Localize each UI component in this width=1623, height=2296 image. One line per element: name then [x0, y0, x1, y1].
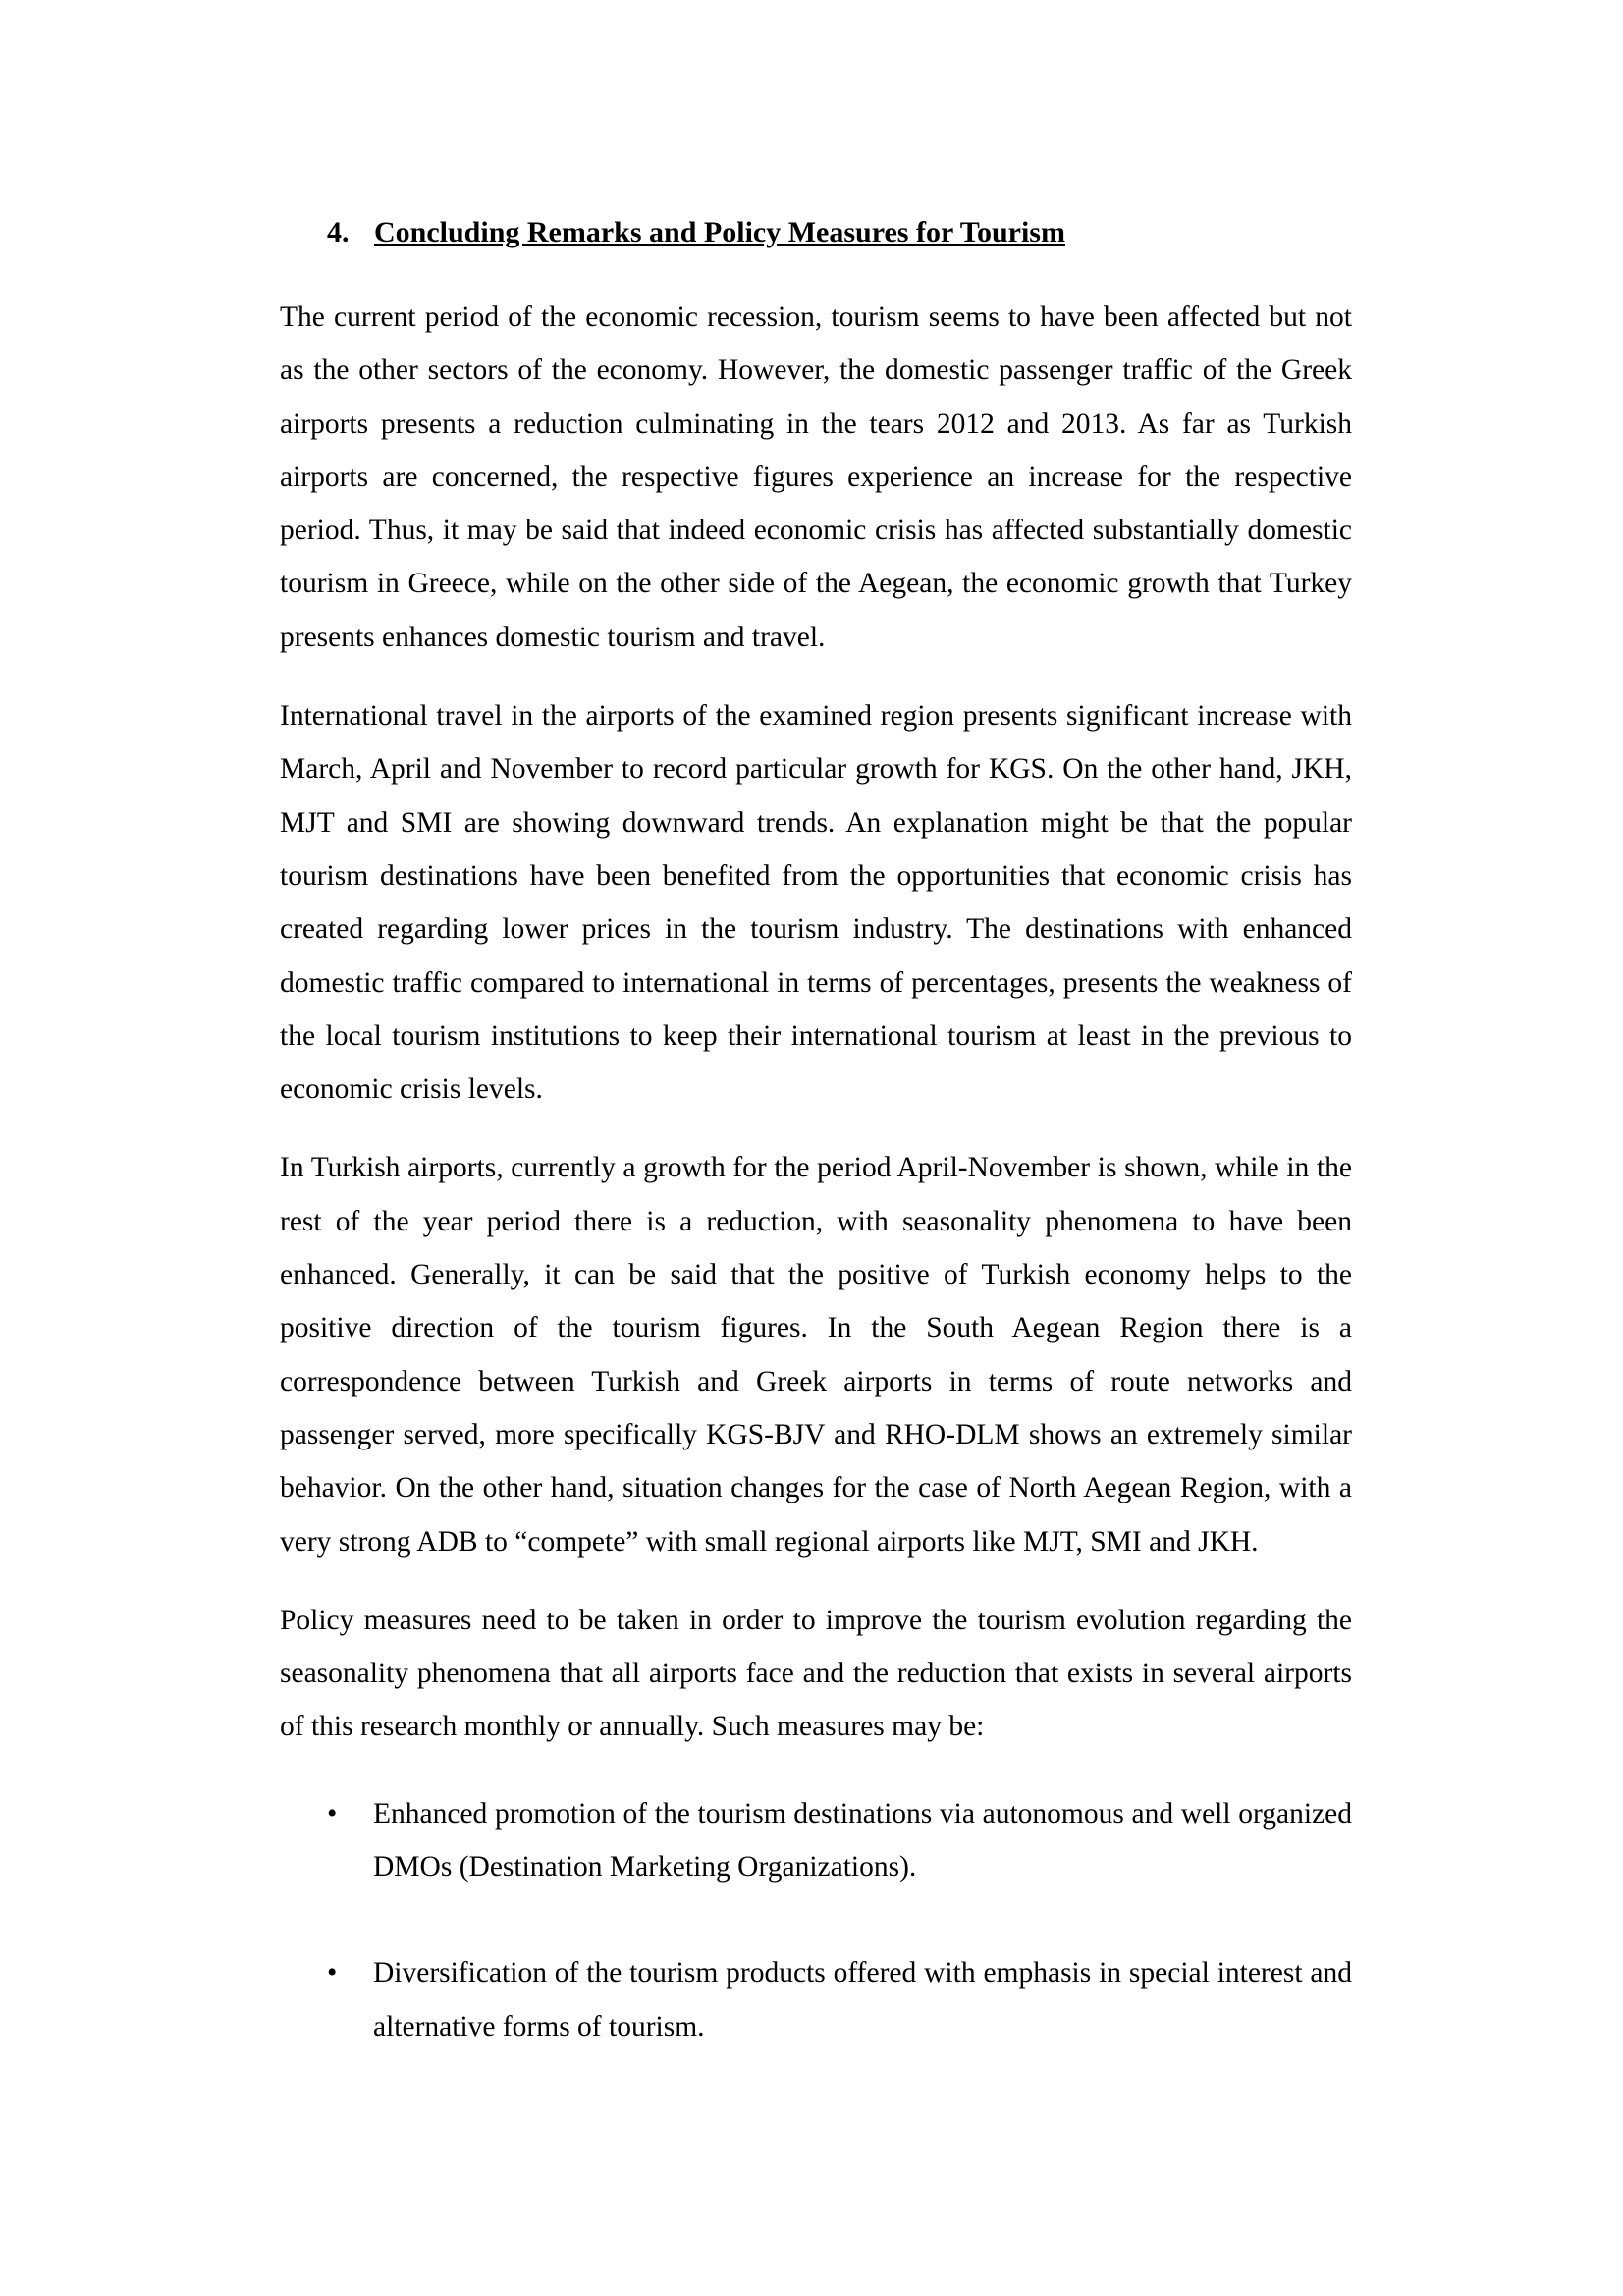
list-item — [280, 1787, 1352, 1894]
measure-text: Diversification of the tourism products offered with emphasis in special interest and alternative forms of tourism. — [373, 1957, 1352, 2043]
bullet-icon: • — [327, 1957, 338, 1990]
list-item — [280, 1946, 1352, 2053]
document-page — [280, 206, 1352, 2106]
section-number: 4. — [327, 216, 350, 248]
measure-text: Enhanced promotion of the tourism destinations via autonomous and well organized DMOs (Destination Marketing Organizations). — [373, 1797, 1352, 1884]
paragraph-international-travel: International travel in the airports of the examined region presents significant increase with March, April and November to record particular growth for KGS. On the other hand, JKH, MJT and SMI are showing downward trends. An explanation might be that the popular tourism destinations have been benefited from the opportunities that economic crisis has created regarding lower prices in the tourism industry. The destinations with enhanced domestic traffic compared to international in terms of percentages, presents the weakness of the local tourism institutions to keep their international tourism at least in the previous to economic crisis levels. — [280, 700, 1352, 1106]
bullet-icon: • — [327, 1797, 338, 1830]
paragraph-turkish-airports: In Turkish airports, currently a growth for the period April-November is shown, while in the rest of the year period there is a reduction, with seasonality phenomena to have been enhanced. Generally, it can be said that the positive of Turkish economy helps to the positive direction of the tourism figures. In the South Aegean Region there is a correspondence between Turkish and Greek airports in terms of route networks and passenger served, more specifically KGS-BJV and RHO-DLM shows an extremely similar behavior. On the other hand, situation changes for the case of North Aegean Region, with a very strong ADB to “compete” with small regional airports like MJT, SMI and JKH. — [280, 1152, 1352, 1558]
section-title: Concluding Remarks and Policy Measures for Tourism — [374, 216, 1065, 248]
paragraph-policy-measures-intro: Policy measures need to be taken in order to improve the tourism evolution regarding the seasonality phenomena that all airports face and the reduction that exists in several airports of this research monthly or annually. Such measures may be: — [280, 1604, 1352, 1743]
policy-measures-list — [280, 1787, 1352, 2053]
section-heading — [327, 206, 1352, 259]
paragraph-recession-impact: The current period of the economic recession, tourism seems to have been affected but not as the other sectors of the economy. However, the domestic passenger traffic of the Greek airports presents a reduction culminating in the tears 2012 and 2013. As far as Turkish airports are concerned, the respective figures experience an increase for the respective period. Thus, it may be said that indeed economic crisis has affected substantially domestic tourism in Greece, while on the other side of the Aegean, the economic growth that Turkey presents enhances domestic tourism and travel. — [280, 301, 1352, 653]
